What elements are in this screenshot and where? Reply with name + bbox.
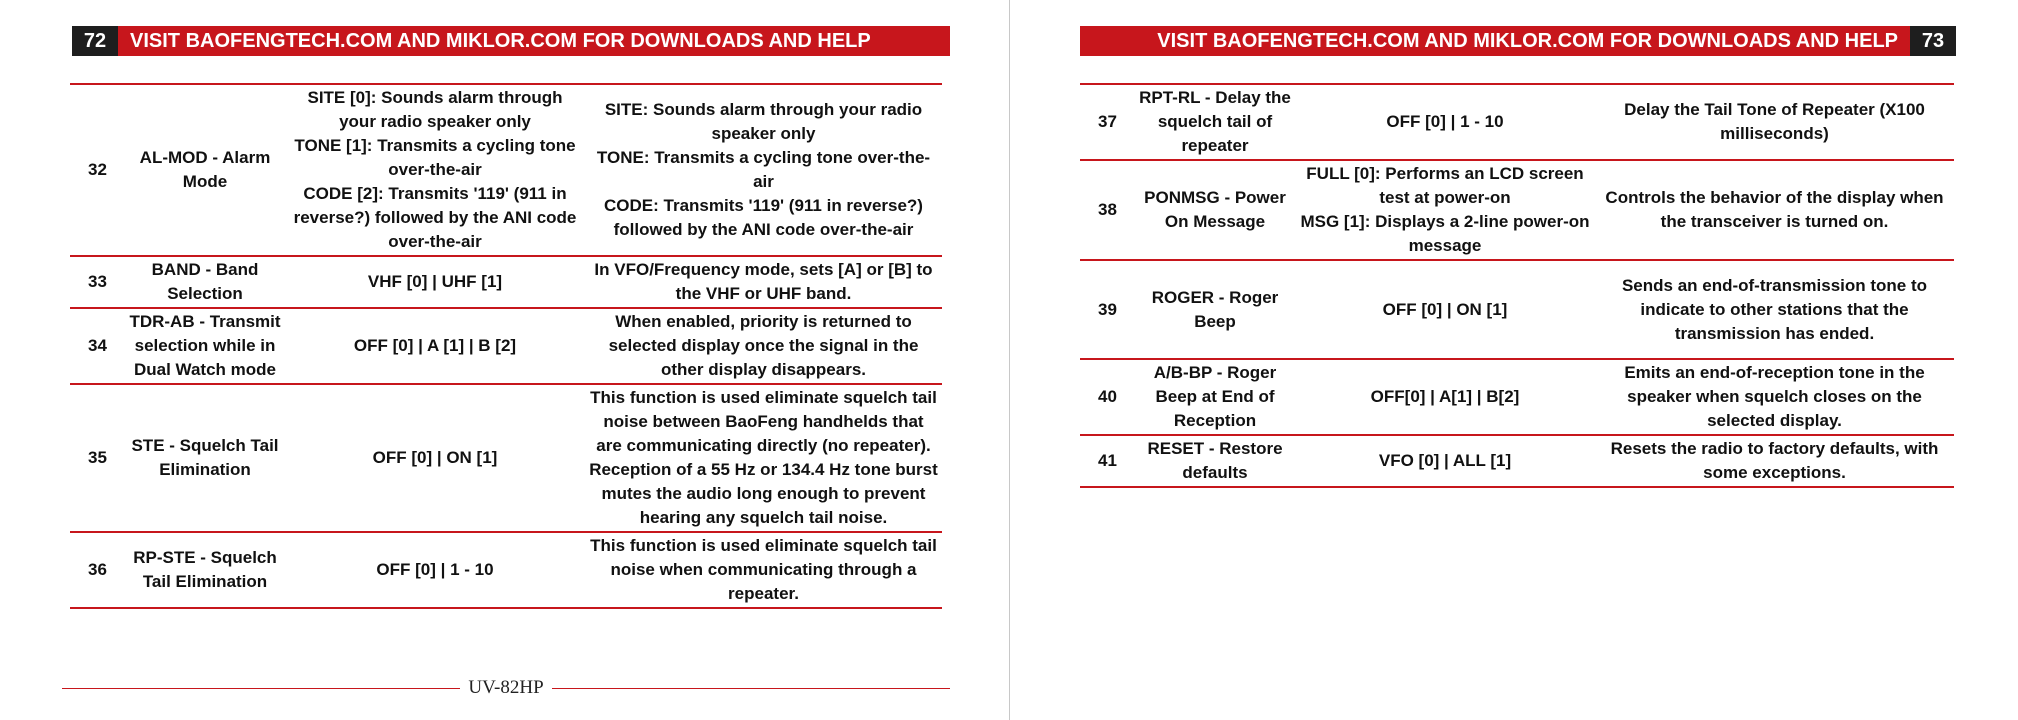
menu-description (1595, 260, 1954, 359)
description-line: TONE: Transmits a cycling tone over-the-air (596, 148, 931, 191)
menu-description (1595, 435, 1954, 487)
menu-options (1295, 359, 1595, 435)
menu-description (585, 384, 942, 532)
menu-name: STE - Squelch Tail Elimination (125, 384, 285, 532)
menu-options (1295, 435, 1595, 487)
page-footer (62, 675, 950, 701)
option-line: VFO [0] | ALL [1] (1378, 451, 1512, 470)
menu-description (1595, 359, 1954, 435)
menu-number: 39 (1080, 260, 1135, 359)
menu-options (285, 308, 585, 384)
option-line: OFF [0] | 1 - 10 (376, 560, 494, 579)
option-line: OFF [0] | 1 - 10 (1386, 112, 1504, 131)
description-line: Resets the radio to factory defaults, with some exceptions. (1610, 439, 1939, 482)
page-header (1080, 26, 1956, 56)
menu-settings-table (70, 83, 942, 609)
menu-settings-table (1080, 83, 1954, 488)
option-line: FULL [0]: Performs an LCD screen test at power-on (1306, 164, 1584, 207)
menu-number: 32 (70, 84, 125, 256)
description-line: Emits an end-of-reception tone in the speaker when squelch closes on the selected display. (1624, 363, 1925, 430)
description-line: Sends an end-of-transmission tone to indicate to other stations that the transmission has ended. (1621, 275, 1928, 343)
menu-description (1595, 84, 1954, 160)
menu-name: TDR-AB - Transmit selection while in Dual Watch mode (125, 308, 285, 384)
right-page (1010, 0, 2018, 720)
menu-number: 38 (1080, 160, 1135, 260)
menu-description (585, 308, 942, 384)
menu-options (285, 256, 585, 308)
header-banner: VISIT BAOFENGTECH.COM AND MIKLOR.COM FOR DOWNLOADS AND HELP (1080, 26, 1910, 56)
menu-number: 37 (1080, 84, 1135, 160)
option-line: OFF [0] | A [1] | B [2] (353, 336, 517, 355)
table-row (1080, 160, 1954, 260)
menu-number: 40 (1080, 359, 1135, 435)
table-row (70, 84, 942, 256)
menu-description (585, 532, 942, 608)
option-line: MSG [1]: Displays a 2-line power-on message (1300, 212, 1590, 255)
description-line: Controls the behavior of the display when the transceiver is turned on. (1605, 188, 1944, 231)
description-line: In VFO/Frequency mode, sets [A] or [B] to the VHF or UHF band. (594, 260, 933, 303)
menu-name: RESET - Restore defaults (1135, 435, 1295, 487)
description-line: This function is used eliminate squelch tail noise when communicating through a repeater. (590, 536, 937, 603)
option-line: SITE [0]: Sounds alarm through your radio speaker only (307, 88, 563, 131)
menu-name: RPT-RL - Delay the squelch tail of repeater (1135, 84, 1295, 160)
option-line: CODE [2]: Transmits '119' (911 in reverse?) followed by the ANI code over-the-air (293, 184, 577, 251)
table-row (1080, 260, 1954, 359)
option-line: VHF [0] | UHF [1] (367, 272, 503, 291)
menu-options (1295, 160, 1595, 260)
menu-description (585, 256, 942, 308)
menu-name: BAND - Band Selection (125, 256, 285, 308)
table-row (70, 384, 942, 532)
description-line: CODE: Transmits '119' (911 in reverse?) followed by the ANI code over-the-air (604, 196, 923, 239)
description-line: Delay the Tail Tone of Repeater (X100 milliseconds) (1624, 100, 1925, 143)
menu-name: A/B-BP - Roger Beep at End of Reception (1135, 359, 1295, 435)
page-number: 72 (72, 26, 118, 56)
description-line: This function is used eliminate squelch tail noise between BaoFeng handhelds that are communicating directly (no repeater). Reception of a 55 Hz or 134.4 Hz tone burst mutes the audio long enough to prevent hearing any squelch tail noise. (589, 388, 938, 527)
menu-options (285, 384, 585, 532)
menu-options (1295, 84, 1595, 160)
description-line: When enabled, priority is returned to selected display once the signal in the other display disappears. (608, 312, 919, 379)
menu-number: 34 (70, 308, 125, 384)
table-row (70, 532, 942, 608)
menu-name: PONMSG - Power On Message (1135, 160, 1295, 260)
table-row (70, 308, 942, 384)
menu-options (285, 532, 585, 608)
table-row (70, 256, 942, 308)
menu-options (285, 84, 585, 256)
menu-number: 41 (1080, 435, 1135, 487)
table-row (1080, 84, 1954, 160)
option-line: OFF [0] | ON [1] (372, 448, 498, 467)
header-banner: VISIT BAOFENGTECH.COM AND MIKLOR.COM FOR DOWNLOADS AND HELP (118, 26, 950, 56)
menu-number: 36 (70, 532, 125, 608)
menu-number: 35 (70, 384, 125, 532)
page-header (72, 26, 950, 56)
option-line: OFF [0] | ON [1] (1382, 299, 1508, 319)
menu-name: RP-STE - Squelch Tail Elimination (125, 532, 285, 608)
menu-description (1595, 160, 1954, 260)
footer-rule (552, 688, 950, 689)
menu-options (1295, 260, 1595, 359)
menu-description (585, 84, 942, 256)
menu-number: 33 (70, 256, 125, 308)
option-line: TONE [1]: Transmits a cycling tone over-the-air (294, 136, 576, 179)
page-number: 73 (1910, 26, 1956, 56)
option-line: OFF[0] | A[1] | B[2] (1370, 387, 1520, 406)
footer-rule (62, 688, 460, 689)
menu-name: ROGER - Roger Beep (1135, 260, 1295, 359)
description-line: SITE: Sounds alarm through your radio speaker only (604, 100, 923, 143)
table-row (1080, 435, 1954, 487)
model-name: UV-82HP (468, 677, 544, 698)
menu-name: AL-MOD - Alarm Mode (125, 84, 285, 256)
table-row (1080, 359, 1954, 435)
